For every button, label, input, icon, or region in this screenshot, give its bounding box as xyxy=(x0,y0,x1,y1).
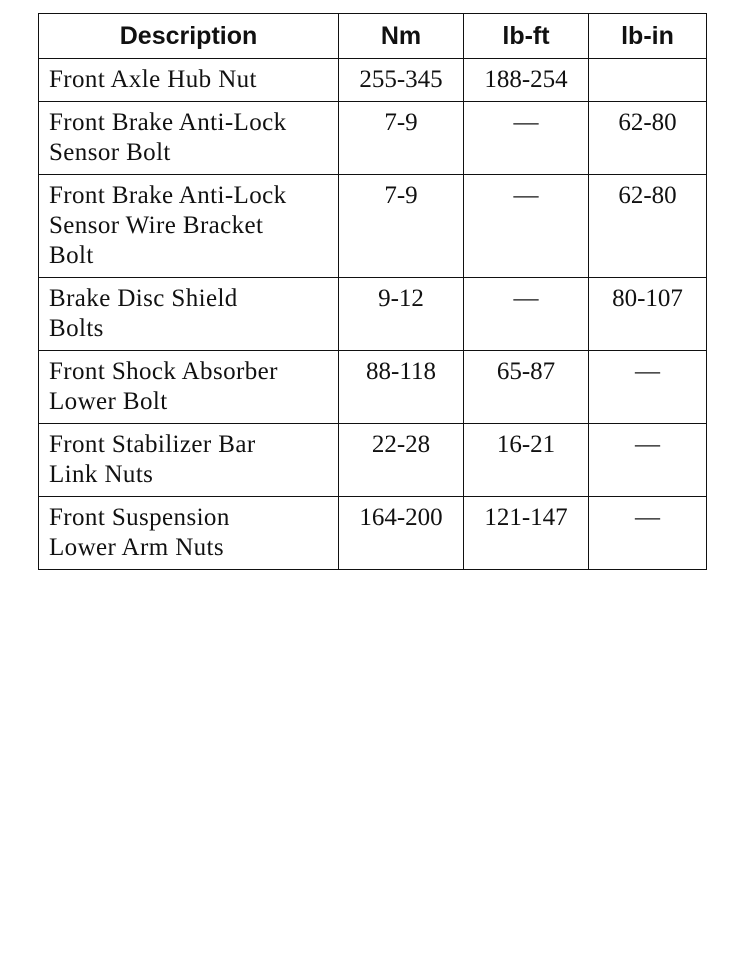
table-row xyxy=(39,175,707,278)
lb-in-cell: 62-80 xyxy=(589,175,707,278)
header-lb-in: lb-in xyxy=(589,14,707,59)
description-line: Bolts xyxy=(49,315,104,342)
description-cell xyxy=(39,278,339,351)
description-line: Sensor Wire Bracket xyxy=(49,212,264,239)
header-description: Description xyxy=(39,14,339,59)
table-row xyxy=(39,497,707,570)
table-row xyxy=(39,278,707,351)
torque-spec-table xyxy=(38,13,707,570)
nm-cell: 88-118 xyxy=(339,351,464,424)
nm-cell: 164-200 xyxy=(339,497,464,570)
lb-in-cell: 80-107 xyxy=(589,278,707,351)
lb-in-cell: — xyxy=(589,351,707,424)
table-row xyxy=(39,424,707,497)
lb-in-cell xyxy=(589,59,707,102)
nm-cell: 7-9 xyxy=(339,175,464,278)
description-line: Front Shock Absorber xyxy=(49,358,278,385)
lb-in-cell: — xyxy=(589,497,707,570)
description-line: Front Brake Anti-Lock xyxy=(49,182,287,209)
description-line: Front Axle Hub Nut xyxy=(49,66,257,93)
table-row xyxy=(39,351,707,424)
description-line: Sensor Bolt xyxy=(49,139,171,166)
nm-cell: 9-12 xyxy=(339,278,464,351)
description-line: Front Stabilizer Bar xyxy=(49,431,256,458)
table-row xyxy=(39,102,707,175)
lb-in-cell: — xyxy=(589,424,707,497)
description-line: Bolt xyxy=(49,242,94,269)
description-cell xyxy=(39,351,339,424)
nm-cell: 7-9 xyxy=(339,102,464,175)
description-line: Lower Arm Nuts xyxy=(49,534,225,561)
lb-in-cell: 62-80 xyxy=(589,102,707,175)
lb-ft-cell: 65-87 xyxy=(464,351,589,424)
header-lb-ft: lb-ft xyxy=(464,14,589,59)
lb-ft-cell: 188-254 xyxy=(464,59,589,102)
lb-ft-cell: — xyxy=(464,278,589,351)
description-line: Brake Disc Shield xyxy=(49,285,238,312)
description-cell xyxy=(39,424,339,497)
description-cell xyxy=(39,175,339,278)
description-cell xyxy=(39,497,339,570)
description-cell xyxy=(39,102,339,175)
description-line: Lower Bolt xyxy=(49,388,168,415)
table-row xyxy=(39,59,707,102)
description-line: Link Nuts xyxy=(49,461,154,488)
nm-cell: 22-28 xyxy=(339,424,464,497)
lb-ft-cell: 16-21 xyxy=(464,424,589,497)
lb-ft-cell: — xyxy=(464,102,589,175)
header-nm: Nm xyxy=(339,14,464,59)
table-header-row xyxy=(39,14,707,59)
nm-cell: 255-345 xyxy=(339,59,464,102)
lb-ft-cell: — xyxy=(464,175,589,278)
description-cell xyxy=(39,59,339,102)
lb-ft-cell: 121-147 xyxy=(464,497,589,570)
description-line: Front Suspension xyxy=(49,504,230,531)
description-line: Front Brake Anti-Lock xyxy=(49,109,287,136)
